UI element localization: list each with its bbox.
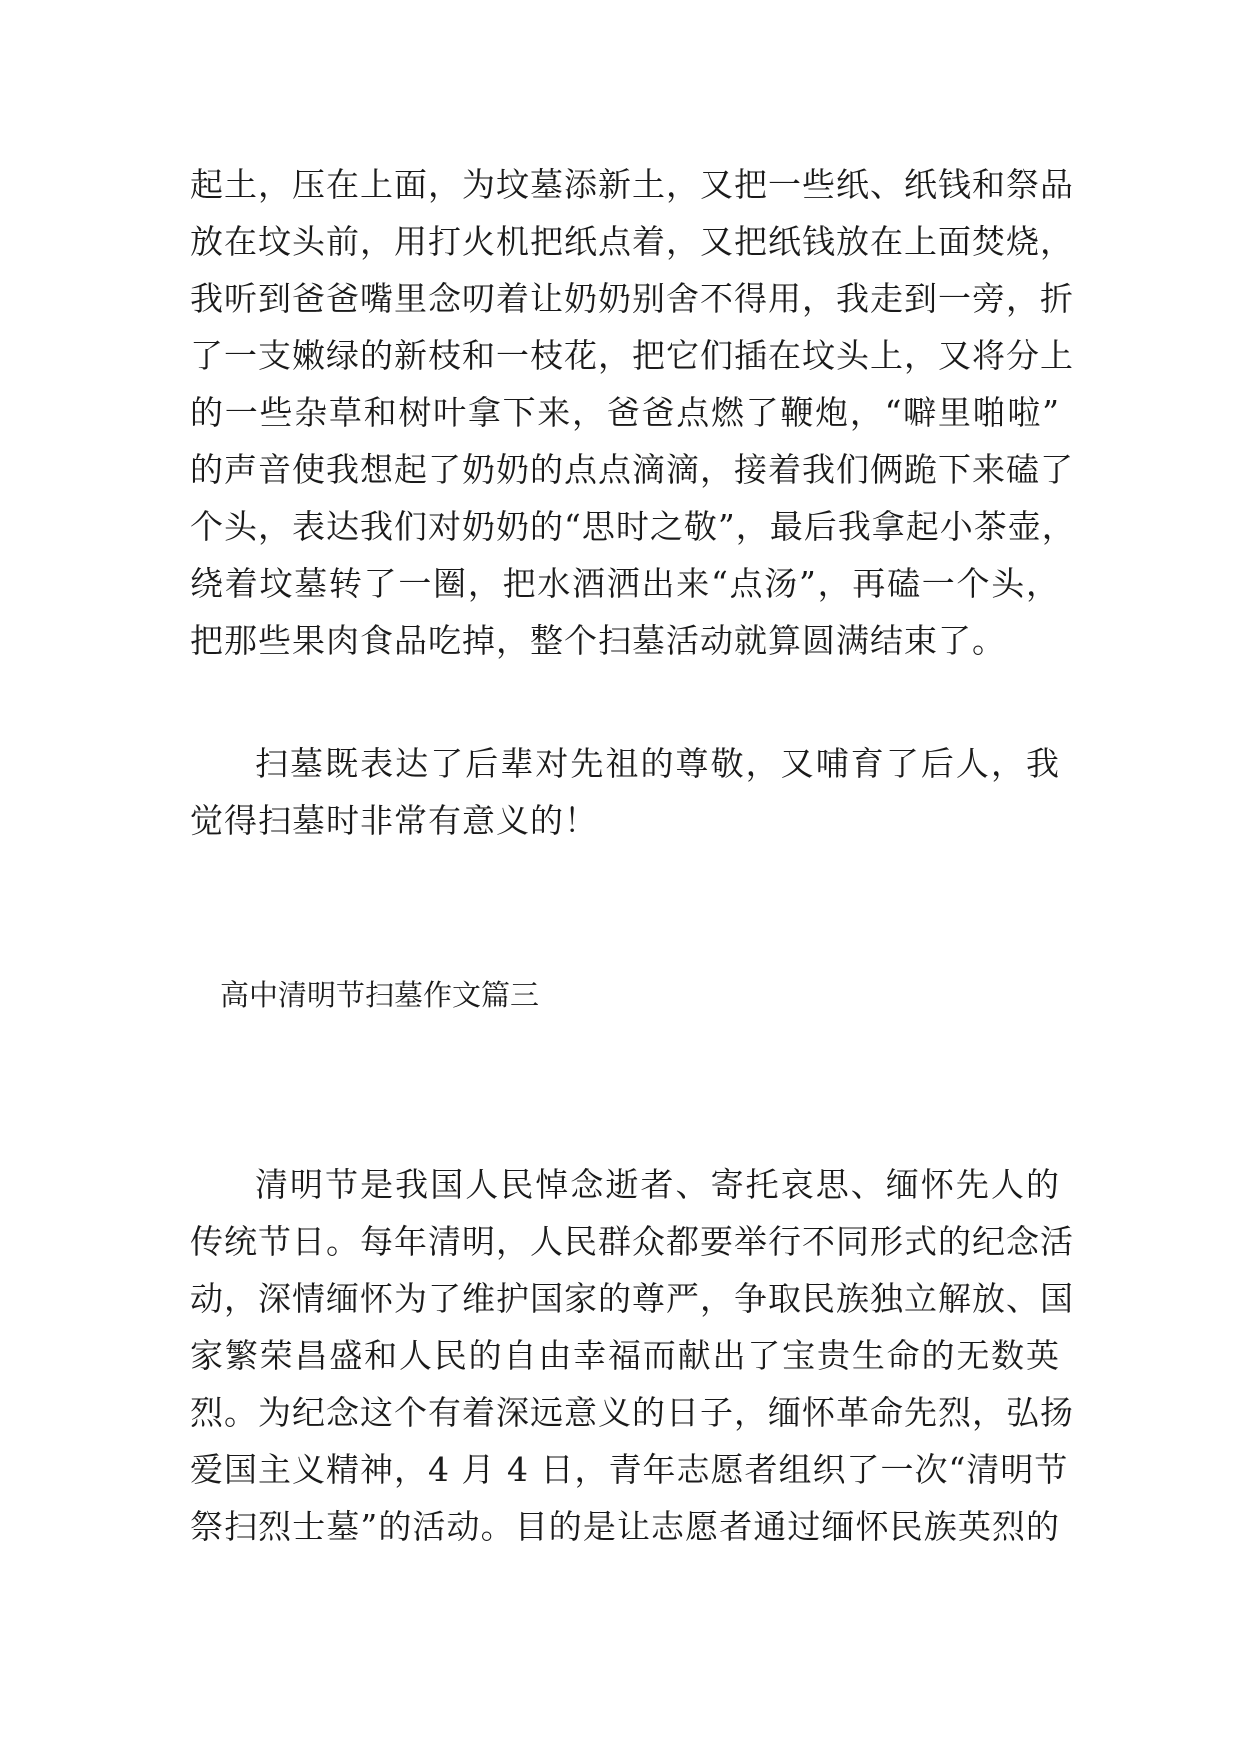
paragraph-line: 的一些杂草和树叶拿下来，爸爸点燃了鞭炮，“噼里啪啦”	[190, 393, 1060, 432]
paragraph-line: 动，深情缅怀为了维护国家的尊严，争取民族独立解放、国	[190, 1279, 1074, 1318]
paragraph-line: 了一支嫩绿的新枝和一枝花，把它们插在坟头上，又将分上	[190, 336, 1074, 375]
paragraph-line: 觉得扫墓时非常有意义的！	[190, 801, 598, 840]
paragraph-line: 的声音使我想起了奶奶的点点滴滴，接着我们俩跪下来磕了	[190, 450, 1074, 489]
paragraph-line: 烈。为纪念这个有着深远意义的日子，缅怀革命先烈，弘扬	[190, 1393, 1074, 1432]
paragraph-line: 绕着坟墓转了一圈，把水酒洒出来“点汤”，再磕一个头，	[190, 564, 1060, 603]
paragraph-line: 我听到爸爸嘴里念叨着让奶奶别舍不得用，我走到一旁，折	[190, 279, 1074, 318]
paragraph-line: 个头，表达我们对奶奶的“思时之敬”，最后我拿起小茶壶，	[190, 507, 1076, 546]
paragraph-line: 祭扫烈士墓”的活动。目的是让志愿者通过缅怀民族英烈的	[190, 1507, 1060, 1546]
paragraph-line: 爱国主义精神，4 月 4 日，青年志愿者组织了一次“清明节	[190, 1450, 1069, 1489]
section-heading: 高中清明节扫墓作文篇三	[220, 978, 540, 1012]
paragraph-line: 放在坟头前，用打火机把纸点着，又把纸钱放在上面焚烧，	[190, 222, 1074, 261]
paragraph-line: 传统节日。每年清明，人民群众都要举行不同形式的纪念活	[190, 1222, 1074, 1261]
paragraph-line: 把那些果肉食品吃掉，整个扫墓活动就算圆满结束了。	[190, 621, 1006, 660]
paragraph-line: 家繁荣昌盛和人民的自由幸福而献出了宝贵生命的无数英	[190, 1336, 1060, 1375]
paragraph-line: 起土，压在上面，为坟墓添新土，又把一些纸、纸钱和祭品	[190, 165, 1074, 204]
paragraph-line: 清明节是我国人民悼念逝者、寄托哀思、缅怀先人的	[255, 1165, 1060, 1204]
paragraph-line: 扫墓既表达了后辈对先祖的尊敬，又哺育了后人，我	[255, 744, 1060, 783]
